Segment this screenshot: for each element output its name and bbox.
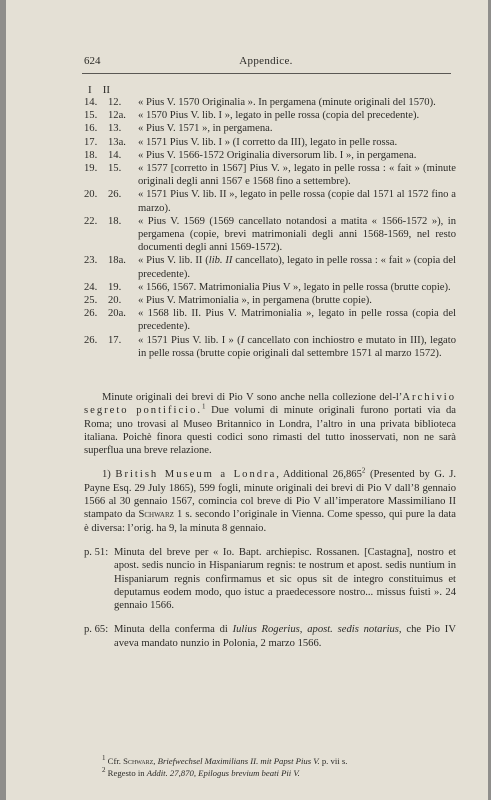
- entry-number-ii: 19.: [108, 281, 122, 293]
- entry-text: « Pius V. 1566-1572 Originalia diversorum lib. I », in pergamena.: [138, 149, 417, 161]
- folio-text: Minuta del breve per « Io. Bapt. archiepisc. Rossanen. [Castagna], nostro et apost. sedis nuncio in Hispaniarum regnis: te nostrum et apost. sedis nuntium in Hispaniarum regnis confirmamus et sic opus sit de integro constituimus et deputamus eodem modo, quo istuc a praedecessore nostro... missus fuisti ». 24 gennaio 1566.: [114, 546, 456, 612]
- page-number: 624: [84, 55, 101, 67]
- footnote: $^2$ Regesto in Addit. 27,870, Epilogus brevium beati Pii V.: [102, 766, 300, 778]
- entry-number-ii: 13a.: [108, 136, 126, 148]
- entry-number-ii: 12a.: [108, 110, 126, 122]
- footnote: $^1$ Cfr. Schwarz, Briefwechsel Maximilians II. mit Papst Pius V. p. vii s.: [102, 754, 348, 766]
- entry-number-i: 17.: [84, 136, 98, 148]
- entry-number-i: 26.: [84, 308, 98, 320]
- folio-entry: [84, 623, 456, 650]
- inventory-entry: [84, 254, 456, 280]
- inventory-entry: [84, 294, 456, 307]
- entry-number-i: 14.: [84, 97, 98, 108]
- entry-number-ii: 26.: [108, 189, 122, 201]
- entry-number-i: 24.: [84, 281, 98, 293]
- entry-number-ii: 20a.: [108, 308, 126, 320]
- entry-text: « 1577 [corretto in 1567] Pius V. », legato in pelle rossa : « fait » (minute originali degli anni 1567 e 1568 fino a settembre).: [138, 163, 456, 188]
- entry-number-ii: 18a.: [108, 255, 126, 267]
- header-rule: [82, 73, 451, 74]
- entry-number-i: 23.: [84, 255, 98, 267]
- entry-text: « Pius V. 1571 », in pergamena.: [138, 123, 273, 135]
- paragraph-archivio: Minute originali dei brevi di Pio V sono anche nella collezione del-l’Archivio segreto pontificio.$^1$ Due volumi di minute originali furono portati via da Roma; uno trovasi al Museo Britannico in Londra, l’altro in una privata biblioteca italiana. Poichè finora questi codici sono rimasti del tutto inosservati, non ne sarà superflua una breve relazione.: [84, 392, 456, 457]
- entry-number-i: 25.: [84, 295, 98, 307]
- running-title: Appendice.: [239, 55, 293, 67]
- entry-number-i: 16.: [84, 123, 98, 135]
- inventory-entry: [84, 149, 456, 162]
- entry-number-ii: 13.: [108, 123, 122, 135]
- entry-number-i: 15.: [84, 110, 98, 122]
- entry-list: [84, 96, 456, 360]
- entry-text: « 1570 Pius V. lib. I », legato in pelle rossa (copia del precedente).: [138, 110, 420, 122]
- entry-number-ii: 17.: [108, 334, 122, 346]
- footnote-ref: 1: [202, 402, 206, 411]
- entry-text: « 1566, 1567. Matrimonialia Pius V », legato in pelle rossa (brutte copie).: [138, 281, 451, 293]
- body-text: [84, 391, 456, 650]
- entry-text: « 1568 lib. II. Pius V. Matrimonialia », legato in pelle rossa (copia del precedente).: [138, 308, 456, 333]
- entry-number-ii: 12.: [108, 97, 122, 108]
- folio-text: Minuta della conferma di Iulius Rogerius, apost. sedis notarius, che Pio IV aveva mandato nunzio in Polonia, 2 marzo 1566.: [114, 624, 456, 649]
- entry-number-i: 26.: [84, 334, 98, 346]
- entry-number-ii: 14.: [108, 149, 122, 161]
- entry-text: « 1571 Pius V. lib. I » (I cancellato con inchiostro e mutato in III), legato in pelle rossa (brutte copie originali dal settembre 1571 al marzo 1572).: [138, 334, 456, 359]
- entry-number-i: 19.: [84, 163, 98, 175]
- entry-number-ii: 15.: [108, 163, 122, 175]
- entry-text: « Pius V. lib. II (lib. II cancellato), legato in pelle rossa : « fait » (copia del precedente).: [138, 255, 456, 280]
- running-header: [84, 55, 448, 71]
- entry-number-ii: 20.: [108, 295, 122, 307]
- entry-text: « 1571 Pius V. lib. I » (I corretto da III), legato in pelle rossa.: [138, 136, 398, 148]
- inventory-entry: [84, 334, 456, 360]
- entry-number-ii: 18.: [108, 215, 122, 227]
- entry-text: « 1571 Pius V. lib. II », legato in pelle rossa (copie dal 1571 al 1572 fino a marzo).: [138, 189, 456, 214]
- entry-number-i: 22.: [84, 215, 98, 227]
- footnotes: [102, 755, 472, 779]
- inventory-entry: [84, 162, 456, 188]
- paragraph-british-museum: 1) British Museum a Londra, Additional 26,865$^2$ (Presented by G. J. Payne Esq. 29 July 1865), 599 fogli, minute originali dei brevi di Pio V dall’8 gennaio 1566 al 30 gennaio 1567, comincia col breve di Pio V all’imperatore Massimiliano II stampato da Schwarz 1 s. secondo l’originale in Vienna. Come spesso, qui pure la data è diversa: l’orig. ha 9, la minuta 8 gennaio.: [84, 466, 457, 534]
- folio-label: p. 65:: [84, 624, 109, 636]
- inventory-entry: [84, 122, 456, 135]
- entry-text: « Pius V. 1570 Originalia ». In pergamena (minute originali del 1570).: [138, 97, 436, 108]
- inventory-entry: [84, 307, 456, 333]
- column-headings: [88, 84, 115, 96]
- inventory-entry: [84, 96, 456, 109]
- folio-entry: [84, 546, 456, 612]
- inventory-entry: [84, 109, 456, 122]
- inventory-entry: [84, 215, 456, 255]
- inventory-entry: [84, 281, 456, 294]
- column-head-i: I: [88, 84, 92, 96]
- entry-number-i: 20.: [84, 189, 98, 201]
- footnote-ref: 2: [361, 466, 366, 475]
- folio-label: p. 51:: [84, 546, 109, 558]
- column-head-ii: II: [102, 84, 111, 96]
- inventory-entry: [84, 188, 456, 214]
- inventory-entry: [84, 136, 456, 149]
- entry-text: « Pius V. Matrimonialia », in pergamena (brutte copie).: [138, 295, 372, 307]
- entry-number-i: 18.: [84, 149, 98, 161]
- book-page: [6, 0, 488, 800]
- entry-text: « Pius V. 1569 (1569 cancellato notandosi a matita « 1566-1572 »), in pergamena (copie, brevi matrimoniali degli anni 1568-1569, nel resto documenti degli anni 1569-1572).: [138, 215, 456, 254]
